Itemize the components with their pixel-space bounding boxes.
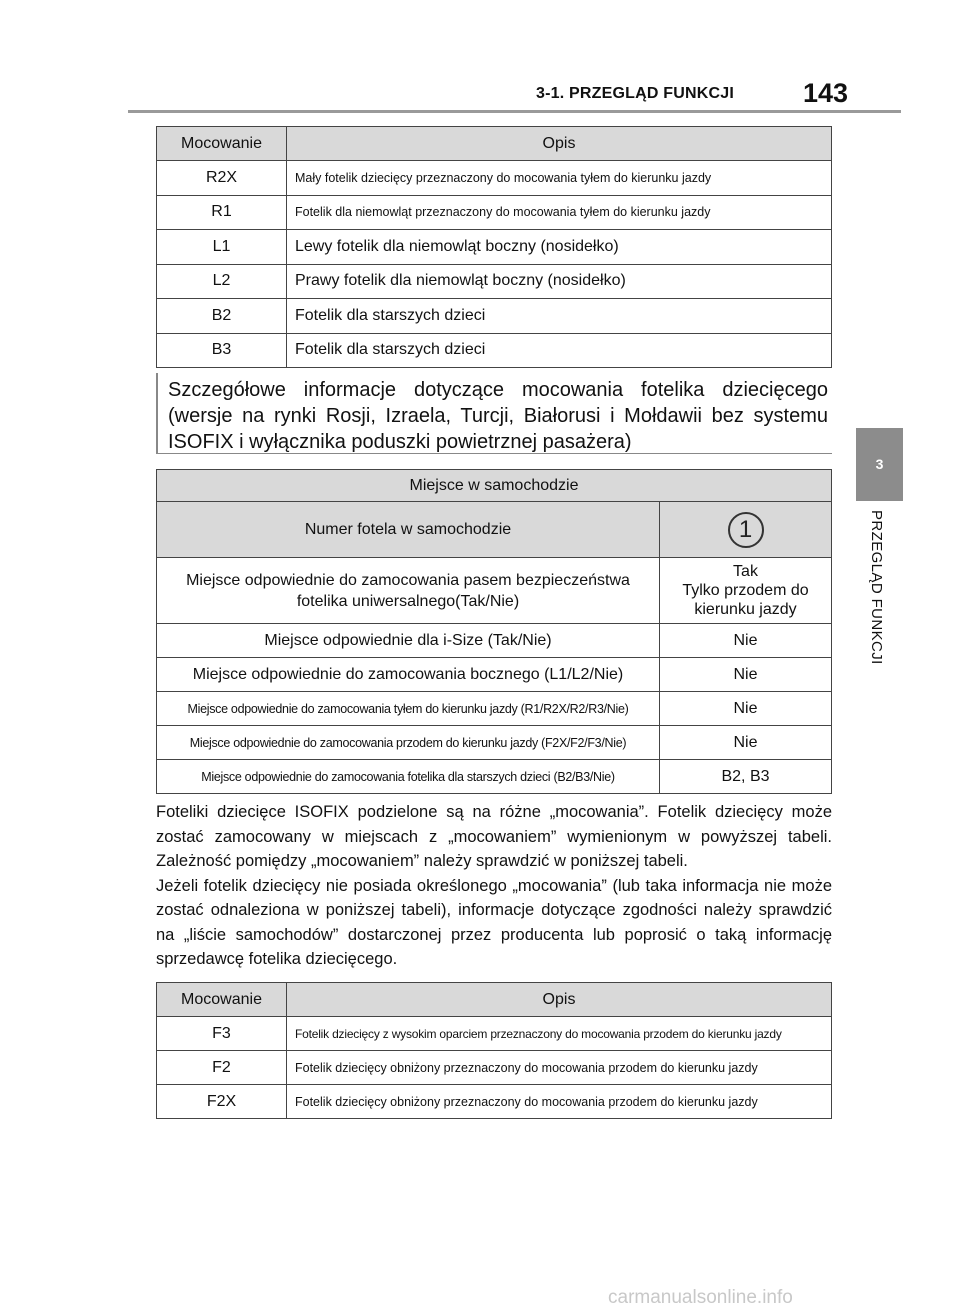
mounting-description: Fotelik dla starszych dzieci [287,333,832,368]
mounting-description: Fotelik dla niemowląt przeznaczony do mocowania tyłem do kierunku jazdy [287,195,832,230]
row-label: Miejsce odpowiednie do zamocowania przodem do kierunku jazdy (F2X/F2/F3/Nie) [157,726,660,760]
table-row [157,760,832,794]
mounting-code: R2X [157,161,287,196]
row-value-line1: Tak [733,563,758,580]
mounting-table-1 [156,126,832,368]
mounting-code: F2 [157,1051,287,1085]
row-label: Miejsce odpowiednie do zamocowania fotelika dla starszych dzieci (B2/B3/Nie) [157,760,660,794]
mounting-code: B2 [157,299,287,334]
section-title: 3-1. PRZEGLĄD FUNKCJI [536,85,734,102]
seat-number-icon: 1 [728,512,764,548]
table-row [157,333,832,368]
mounting-description: Fotelik dziecięcy obniżony przeznaczony do mocowania przodem do kierunku jazdy [287,1051,832,1085]
mounting-description: Mały fotelik dziecięcy przeznaczony do mocowania tyłem do kierunku jazdy [287,161,832,196]
row-value: B2, B3 [660,760,832,794]
table-row [157,230,832,265]
mounting-description: Fotelik dziecięcy z wysokim oparciem przeznaczony do mocowania przodem do kierunku jazdy [287,1017,832,1051]
mounting-code: B3 [157,333,287,368]
mounting-description: Prawy fotelik dla niemowląt boczny (nosidełko) [287,264,832,299]
mounting-description: Fotelik dziecięcy obniżony przeznaczony do mocowania przodem do kierunku jazdy [287,1085,832,1119]
header-rule [128,110,901,113]
body-text [156,800,832,972]
mounting-code: R1 [157,195,287,230]
table-row [157,558,832,624]
watermark: carmanualsonline.info [608,1287,793,1308]
row-value: Nie [660,624,832,658]
chapter-tab[interactable]: 3 [856,428,903,501]
row-value [660,558,832,624]
table-row [157,658,832,692]
row-label: Miejsce odpowiednie do zamocowania bocznego (L1/L2/Nie) [157,658,660,692]
row-value: Nie [660,658,832,692]
table-row [157,726,832,760]
mounting-code: F3 [157,1017,287,1051]
row-label: Miejsce odpowiednie do zamocowania tyłem do kierunku jazdy (R1/R2X/R2/R3/Nie) [157,692,660,726]
info-heading-text: Szczegółowe informacje dotyczące mocowania fotelika dziecięcego (wersje na rynki Rosji, Izraela, Turcji, Białorusi i Mołdawii bez systemu ISOFIX i wyłącznika poduszki powietrznej pasażera) [168,379,828,453]
row-value: Nie [660,692,832,726]
mounting-table-2 [156,982,832,1119]
header-location: Miejsce w samochodzie [157,470,832,502]
table-row [157,195,832,230]
column-header-description: Opis [287,127,832,161]
row-label: Miejsce odpowiednie dla i-Size (Tak/Nie) [157,624,660,658]
row-label: Miejsce odpowiednie do zamocowania pasem bezpieczeństwa fotelika uniwersalnego(Tak/Nie) [157,558,660,624]
chapter-label: PRZEGLĄD FUNKCJI [868,510,885,665]
column-header-mounting: Mocowanie [157,127,287,161]
mounting-code: L1 [157,230,287,265]
column-header-description: Opis [287,983,832,1017]
page-number: 143 [803,78,849,108]
table-row [157,161,832,196]
table-header-row [157,127,832,161]
table-row [157,1085,832,1119]
column-header-mounting: Mocowanie [157,983,287,1017]
table-row [157,299,832,334]
table-header-row [157,502,832,558]
table-row [157,692,832,726]
mounting-description: Lewy fotelik dla niemowląt boczny (nosidełko) [287,230,832,265]
table-row [157,624,832,658]
header-seat-number: Numer fotela w samochodzie [157,502,660,558]
table-header-row [157,983,832,1017]
mounting-code: F2X [157,1085,287,1119]
paragraph: Jeżeli fotelik dziecięcy nie posiada określonego „mocowania” (lub taka informacja nie może zostać odnaleziona w poniższej tabeli), informacje dotyczące zgodności należy sprawdzić na „liście samochodów” dostarczonej przez producenta lub poprosić o taką informację sprzedawcę fotelika dziecięcego. [156,876,832,968]
mounting-code: L2 [157,264,287,299]
table-row [157,264,832,299]
table-row [157,1051,832,1085]
table-row [157,1017,832,1051]
seat-suitability-table [156,469,832,794]
row-value-line2: Tylko przodem do kierunku jazdy [682,582,809,618]
mounting-description: Fotelik dla starszych dzieci [287,299,832,334]
row-value: Nie [660,726,832,760]
seat-number-cell [660,502,832,558]
info-heading-box [156,373,832,454]
table-header-row [157,470,832,502]
paragraph: Foteliki dziecięce ISOFIX podzielone są na różne „mocowania”. Fotelik dziecięcy może zostać zamocowany w miejscach z „mocowaniem” wymienionym w powyższej tabeli. Zależność pomiędzy „mocowaniem” należy sprawdzić w poniższej tabeli. [156,803,832,870]
